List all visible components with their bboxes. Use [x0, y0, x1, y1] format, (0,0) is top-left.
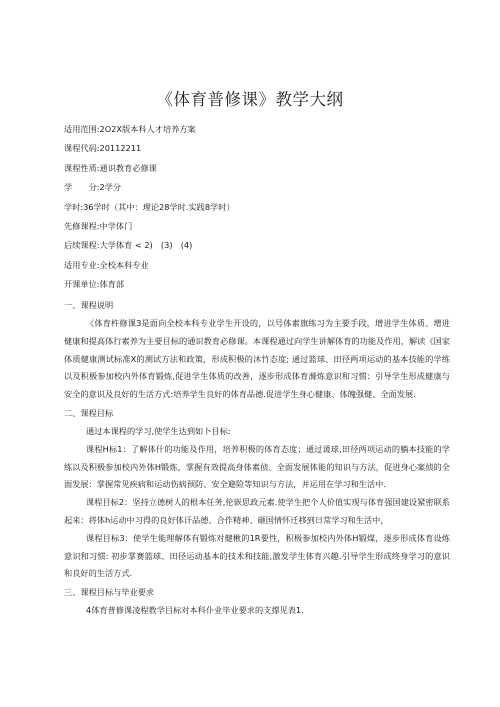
info-row-scope: [64, 120, 444, 139]
section-heading-2: 二、课程目标: [64, 407, 114, 418]
info-row-unit: [64, 275, 444, 294]
document-body: [64, 296, 450, 620]
info-value: 大学体育 < 2) (3) (4): [99, 240, 193, 251]
section-heading-1: 一、课程说明: [64, 300, 114, 310]
goals-intro: 通过本课程的学习,使学生达到如卜目标:: [86, 425, 231, 436]
goal-paragraph-3: 课程目标3：使学生能理解体有锻炼对健楸的1R要性，积极参加校内外体H锻煤，逐步形成体育设炼意识和习惯: 初步掌赛篮球、田径运动基本的技术和技能,激发学生体育兴趣.引导学生形成终身学习的意识和良好的生活方式.: [64, 532, 450, 579]
course-info-list: [64, 120, 444, 295]
info-label: 后续课程:: [64, 240, 100, 251]
info-label: 开课单位:: [64, 279, 100, 290]
goal-paragraph-1: 课程H标1：了解体什的功能及作用，培养积极的体育态度；通过谖球,田径两项运动的躺本技能的学练以及积极参加校内外体H锻炼，掌握有效提高身体素侦、全面发展体能的知识与方法，促进身心案侦的全面发展：掌握常见疾病和运动伤病预防、安全避险等知识与方法，并运用在学习和生活中.: [64, 443, 450, 490]
info-row-followup: [64, 236, 444, 255]
info-row-credits: [64, 178, 444, 197]
info-row-code: [64, 139, 444, 158]
info-value: 20112211: [99, 143, 142, 154]
info-label: 适用专业:: [64, 259, 100, 270]
page-title: 《体育普修课》教学大纲: [156, 90, 344, 109]
course-description-paragraph: 《体育杵修课3是面向全校本科专业学生开设的，以号体素旗练习为主要手段，增进学生体质、增进健康和提高体行素养为主要目标的通识教育必修课。本课程通过向学生讲解体育的功能及作用，解读《国家体质健康测试标准X的测试方法和政策，形成积极的沐竹态度; 通过篮球、田径两项运动的基本技能的学练以及积极参加校内外体育锻炼,促进学生体质的改善，逐步形成体育滌炼意识和习惯：引导学生形成健康与安全的意识及良好的生活方式:培养学生良好的体育品德.促进学生身心健康、体魄强健、全面发展.: [64, 318, 450, 400]
section-heading-3: 三、课程目标与毕业要求: [64, 587, 155, 598]
info-value: 体育部: [99, 279, 125, 290]
info-label: 先修课程:: [64, 220, 100, 231]
info-value: 全校本科专业: [99, 259, 149, 270]
info-label: 课程代码:: [64, 143, 100, 154]
requirements-paragraph: 4体育普修课凌程教学目标对本科仆业毕业要求的支撑见表1.: [86, 605, 304, 616]
info-label: 适用范围:: [64, 124, 100, 134]
info-row-hours: [64, 198, 444, 217]
info-value: 2学分: [99, 182, 122, 193]
info-value: 通识教育必修课: [99, 162, 157, 173]
info-label: 学时:: [64, 201, 84, 212]
info-label: 学 分:: [64, 182, 100, 193]
info-value: 中学体门: [99, 220, 133, 231]
info-row-majors: [64, 256, 444, 275]
info-label: 课程性质:: [64, 162, 100, 173]
info-value: 2O2X版本科人才培养方案: [99, 124, 196, 134]
info-row-nature: [64, 159, 444, 178]
goal-paragraph-2: 课程目标2：坚持立德树人的根本任务,伦嵌思政元素.使学生把个人价值实现与体育强国建设紧密联系起来：将体h运动中习得的良好体讦品德、合作精神、砸国情怀迁移到日常学习和生活中，: [64, 497, 450, 525]
info-row-prereq: [64, 217, 444, 236]
info-value: 36学时（其中：理论28学时.实践8学时）: [83, 201, 235, 212]
